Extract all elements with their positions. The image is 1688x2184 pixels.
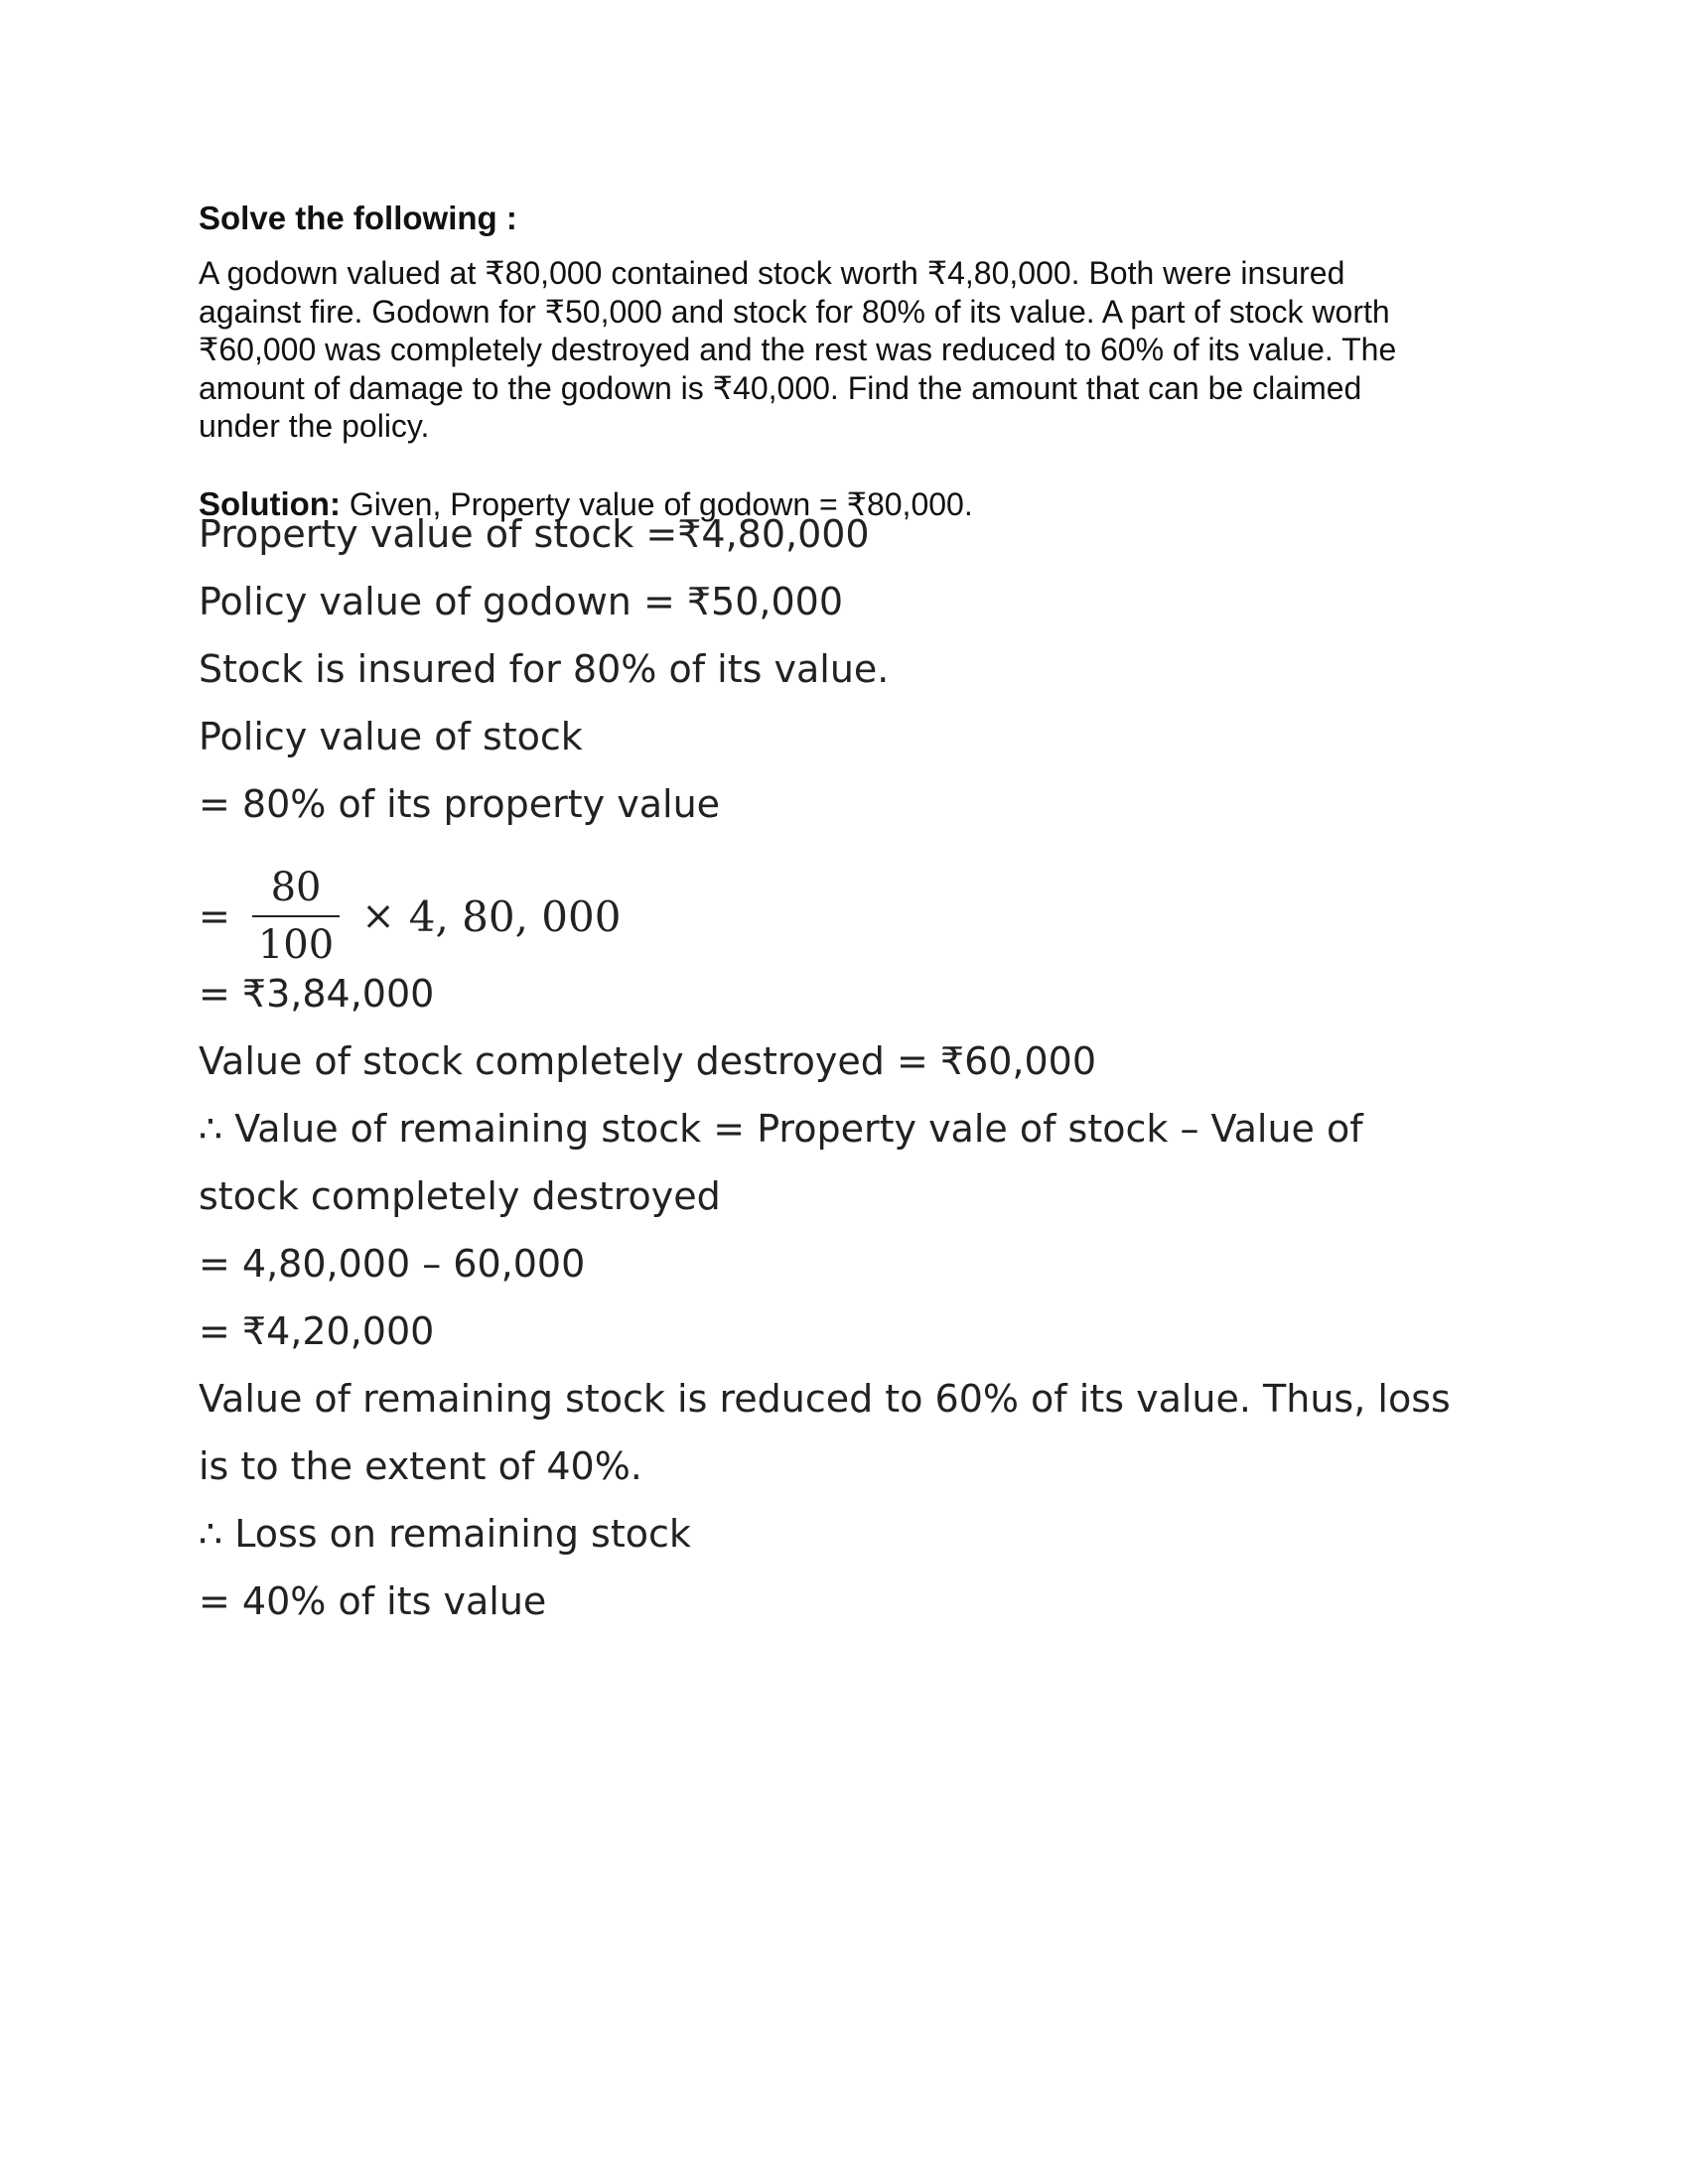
problem-statement: A godown valued at ₹80,000 contained stock worth ₹4,80,000. Both were insured against fire. Godown for ₹50,000 and stock for 80% of its value. A part of stock worth ₹60,000 was completely destroyed and the rest was reduced to 60% of its value. The amount of damage to the godown is ₹40,000. Find the amount that can be claimed under the policy. <box>199 255 1397 444</box>
step-policy-value-godown: Policy value of godown = ₹50,000 <box>199 580 844 623</box>
step-stock-insured-percent: Stock is insured for 80% of its value. <box>199 647 890 691</box>
step-reduced-value-note-cont: is to the extent of 40%. <box>199 1444 642 1488</box>
step-property-value-stock: Property value of stock =₹4,80,000 <box>199 512 870 556</box>
solution-label: Solution: <box>199 485 341 522</box>
step-remaining-stock-result: = ₹4,20,000 <box>199 1309 435 1353</box>
step-subtraction: = 4,80,000 – 60,000 <box>199 1242 586 1286</box>
fraction-expression <box>199 862 621 971</box>
step-policy-stock-result: = ₹3,84,000 <box>199 972 435 1016</box>
fraction <box>252 864 340 969</box>
fraction-amount: 4, 80, 000 <box>408 891 622 941</box>
step-policy-value-stock: Policy value of stock <box>199 715 583 758</box>
multiply-sign: × <box>361 893 395 939</box>
fraction-denominator: 100 <box>252 915 340 969</box>
problem-heading: Solve the following : <box>199 200 517 236</box>
equals-sign: = <box>199 894 230 938</box>
step-percent-of-property-value: = 80% of its property value <box>199 782 721 826</box>
step-loss-percent: = 40% of its value <box>199 1579 547 1623</box>
fraction-numerator: 80 <box>270 865 322 910</box>
step-reduced-value-note: Value of remaining stock is reduced to 60% of its value. Thus, loss <box>199 1377 1451 1421</box>
step-loss-remaining-stock: ∴ Loss on remaining stock <box>199 1512 691 1556</box>
step-remaining-stock-formula-cont: stock completely destroyed <box>199 1174 721 1218</box>
step-remaining-stock-formula: ∴ Value of remaining stock = Property vale of stock – Value of <box>199 1107 1363 1151</box>
step-stock-destroyed-value: Value of stock completely destroyed = ₹60,000 <box>199 1039 1097 1083</box>
solution-intro-text: Given, Property value of godown = ₹80,000. <box>340 486 973 522</box>
